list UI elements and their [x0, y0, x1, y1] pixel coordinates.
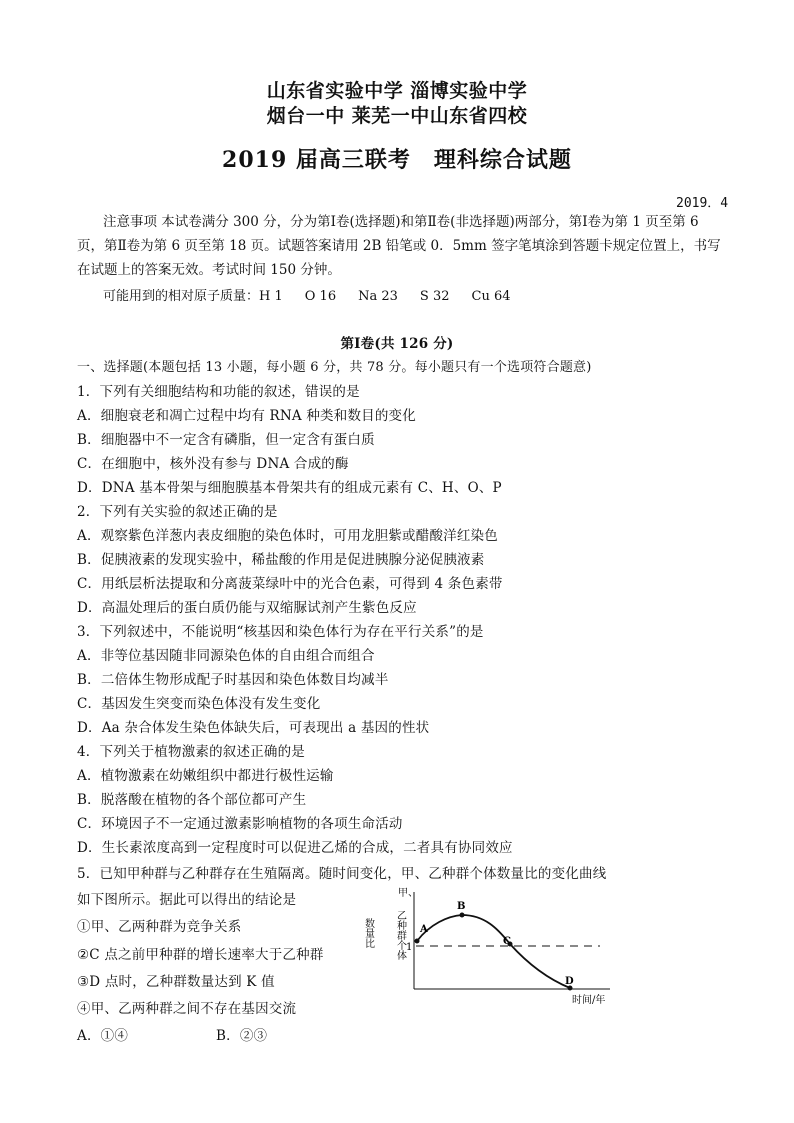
question-4-option-d: D．生长素浓度高到一定程度时可以促进乙烯的合成，二者具有协同效应 [77, 840, 513, 856]
exam-date: 2019．4 [676, 196, 729, 211]
y-axis-label-side-1: 数量比 [362, 918, 374, 948]
ratio-curve [417, 915, 570, 988]
question-5-statement-2: ②C 点之前甲种群的增长速率大于乙种群 [77, 947, 324, 963]
question-1-option-b: B．细胞器中不一定含有磷脂，但一定含有蛋白质 [77, 432, 375, 448]
question-5-option-a: A．①④ [77, 1028, 129, 1044]
question-3-option-b: B．二倍体生物形成配子时基因和染色体数目均减半 [77, 672, 389, 688]
question-4-option-a: A．植物激素在幼嫩组织中都进行极性运输 [77, 768, 334, 784]
question-3-stem: 3．下列叙述中，不能说明“核基因和染色体行为存在平行关系”的是 [77, 624, 484, 640]
school-names-line-1: 山东省实验中学 淄博实验中学 [266, 80, 528, 102]
atomic-masses-label: 可能用到的相对原子质量： [103, 289, 260, 304]
y-tick-1: 1 [406, 942, 413, 953]
atomic-mass-na: Na 23 [358, 289, 398, 304]
question-1-stem: 1．下列有关细胞结构和功能的叙述，错误的是 [77, 384, 360, 400]
point-b-marker [460, 913, 465, 918]
atomic-mass-cu: Cu 64 [471, 289, 511, 304]
question-4-option-b: B．脱落酸在植物的各个部位都可产生 [77, 792, 307, 808]
question-5-statement-1: ①甲、乙两种群为竞争关系 [77, 919, 242, 935]
point-b-label: B [457, 901, 466, 912]
exam-notice: 注意事项 本试卷满分 300 分，分为第Ⅰ卷(选择题)和第Ⅱ卷(非选择题)两部分，第Ⅰ卷为第 1 页至第 6 页，第Ⅱ卷为第 6 页至第 18 页。试题答案请用 2B 铅笔或 0．5mm 签字笔填涂到答题卡规定位置上，书写在试题上的答案无效。考试时间 150 分钟。 [77, 214, 721, 278]
atomic-mass-o: O 16 [304, 289, 337, 304]
question-1-option-d: D．DNA 基本骨架与细胞膜基本骨架共有的组成元素有 C、H、O、P [77, 480, 502, 496]
question-5-stem-line-1: 5．已知甲种群与乙种群存在生殖隔离。随时间变化，甲、乙种群个体数量比的变化曲线 [77, 866, 607, 882]
question-1-option-c: C．在细胞中，核外没有参与 DNA 合成的酶 [77, 456, 349, 472]
question-3-option-a: A．非等位基因随非同源染色体的自由组合而组合 [77, 648, 375, 664]
point-a-marker [415, 939, 420, 944]
school-names-line-2: 烟台一中 莱芜一中山东省四校 [266, 105, 528, 127]
question-5-statement-4: ④甲、乙两种群之间不存在基因交流 [77, 1001, 297, 1017]
section-instruction: 一、选择题(本题包括 13 小题，每小题 6 分，共 78 分。每小题只有一个选项符合题意) [77, 360, 592, 375]
question-3-option-d: D．Aa 杂合体发生染色体缺失后，可表现出 a 基因的性状 [77, 720, 430, 736]
point-d-label: D [565, 976, 574, 987]
question-3-option-c: C．基因发生突变而染色体没有发生变化 [77, 696, 321, 712]
question-5-option-b: B．②③ [216, 1028, 268, 1044]
question-1-option-a: A．细胞衰老和凋亡过程中均有 RNA 种类和数目的变化 [77, 408, 416, 424]
question-2-option-b: B．促胰液素的发现实验中，稀盐酸的作用是促进胰腺分泌促胰液素 [77, 552, 485, 568]
question-5-stem-line-2: 如下图所示。据此可以得出的结论是 [77, 892, 297, 908]
question-5-statement-3: ③D 点时，乙种群数量达到 K 值 [77, 974, 275, 990]
atomic-mass-h: H 1 [259, 289, 283, 304]
question-4-option-c: C．环境因子不一定通过激素影响植物的各项生命活动 [77, 816, 403, 832]
y-axis-label-side-2: 乙种群个体 [394, 910, 406, 960]
point-a-label: A [420, 924, 428, 935]
population-ratio-figure [360, 884, 620, 1014]
question-2-option-d: D．高温处理后的蛋白质仍能与双缩脲试剂产生紫色反应 [77, 600, 417, 616]
question-2-option-a: A．观察紫色洋葱内表皮细胞的染色体时，可用龙胆紫或醋酸洋红染色 [77, 528, 498, 544]
exam-title: 2019 届高三联考 理科综合试题 [222, 147, 572, 173]
atomic-masses [103, 285, 533, 304]
section-title: 第Ⅰ卷(共 126 分) [340, 336, 454, 352]
question-2-stem: 2．下列有关实验的叙述正确的是 [77, 504, 278, 520]
y-axis-label-top: 甲、 [398, 888, 418, 899]
question-4-stem: 4．下列关于植物激素的叙述正确的是 [77, 744, 305, 760]
x-axis-label: 时间/年 [572, 995, 606, 1006]
question-2-option-c: C．用纸层析法提取和分离菠菜绿叶中的光合色素，可得到 4 条色素带 [77, 576, 503, 592]
atomic-mass-s: S 32 [419, 289, 450, 304]
point-c-label: C [503, 936, 511, 947]
